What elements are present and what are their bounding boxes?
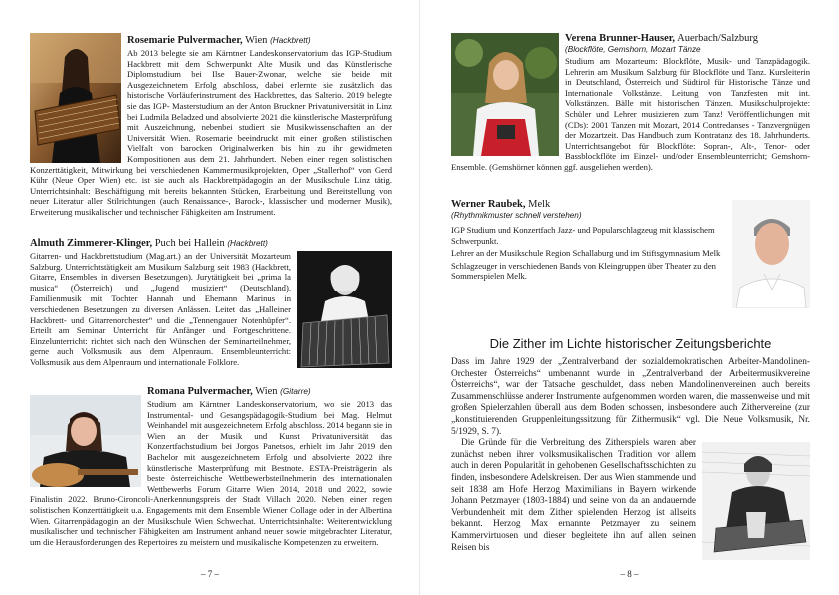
bio-rosemarie <box>30 34 392 218</box>
bio-almuth-place: Puch bei Hallein <box>152 238 228 249</box>
page-number-left: – 7 – <box>201 569 219 579</box>
bio-romana-text: Studium am Kärntner Landeskonservatorium, wo sie 2013 das Instrumental- und Gesangspädagogik-Studium bei Mag. Helmut Weinhandel mit ausgezeichnetem Erfolg abschloss. 2014 begann sie in Wien an der Musik und Kunst Privatuniversität das Konzertfachstudium bei Jorgos Panetsos, erhielt im Jahr 2019 den Bachelor mit ausgezeichnetem Erfolg und absolvierte 2022 ihre künstlerische Masterprüfung mit Bestnote. ESTA-Preisträgerin als beste österreichische Wettbewerbsteilnehmerin des internationalen Wettbewerbs Forum Gitarre Wien 2014, 2018 und 2022, sowie Finalistin 2022. Bruno-Cironcoli-Anerkennungspreis der Stadt Villach 2020. Neben einer regen solistischen Konzerttätigkeit u.a. Engagements mit dem Ensemble Wiener Collage oder in der Albertina Wien. Gitarrenpädagogin an der Musikschule Wien Schwechat. Unterrichtsinhalte: Weiterentwicklung musikalischer und technischer Fähigkeiten am Instrument anhand neuer sowie mitgebrachter Literatur, um die Herausforderungen des Repertoires zu meistern und musikalische Kompetenzen zu erweitern. <box>30 399 392 547</box>
bio-verena-place: Auerbach/Salzburg <box>675 33 758 44</box>
photo-almuth <box>297 251 392 368</box>
bio-werner-instrument: (Rhythmikmuster schnell verstehen) <box>451 211 582 220</box>
article-paragraph-2: Die Gründe für die Verbreitung des Zitherspiels waren aber zunächst neben ihrer volksmusikalischen Tradition vor allem auch in deren Popularität in gehobenen Gesellschaftsschichten zu finden, insbesondere Adelskreisen. Der aus Wien stammende und seit 1838 am Hofe Herzog Maximilians in Bayern wirkende Johann Petzmayer (1803-1884) und seine von da an andauernde Verbundenheit mit dem Zither spielenden Herzog ist allseits bekannt. Herzog Max ernannte Petzmayer zu seinem Kammervirtuosen und dieser begleitete ihn auf allen seinen Reisen bis <box>451 438 696 553</box>
bio-verena-text: Studium am Mozarteum: Blockflöte, Musik- und Tanzpädagogik. Lehrerin am Musikum Salzburg für Blockflöte und Tanz. Kursleiterin in Deutschland, Österreich und Südtirol für Historische Tänze und Internationale Volkstänze. Leitung von Tanzfesten mit int. Volkstänzen. Bälle mit historischen Tänzen. Musikschulprojekte: Schüler und Lehrer musizieren zum Tanz! Veröffentlichungen mit (CDs): 2001 Tanzen mit Mozart, 2014 Contredanses - Tanzvergnügen der Mozartzeit. Das Handbuch zum Kontratanz des 18. Jahrhunderts. Unterrichtsangebot für Blockflöte: Sopran-, Alt-, Tenor- oder Bassblockflöte im Einzel- und/oder Ensembleunterricht; Gemshorn-Ensemble. (Gemshörner können ggf. ausgeliehen werden). <box>451 56 810 172</box>
page-number-right: – 8 – <box>620 569 639 579</box>
photo-verena <box>451 33 559 156</box>
bio-verena <box>451 32 810 173</box>
bio-almuth-text: Gitarren- und Hackbrettstudium (Mag.art.) an der Universität Mozarteum Salzburg. Unterrichtstätigkeit am Musikum Salzburg seit 1983 (Hackbrett, Gitarre, Ensembles in diversen Besetzungen). Jurytätigkeit bei „prima la musica“ (Österreich) und „Jugend musiziert“ (Deutschland). Familienmusik mit Tochter Hannah und Ehemann Marinus in verschiedenen Besetzungen zu diversen Anlässen. Leitet das „Halleiner Hackbrett- und Gitarrenorchester“ und die „Tennengauer Notenhüpfer“. Erteilt am Seminar Unterricht für Anfänger und Fortgeschrittene. Einzelunterricht: richtet sich nach den Wünschen der Seminarteilnehmer, gerne auch Volksmusik aus dem Alpenraum. Ensembleunterricht: Volksmusik aus dem Alpenraum und internationale Folklore. <box>30 251 291 367</box>
photo-romana <box>30 395 141 487</box>
bio-rosemarie-text: Ab 2013 belegte sie am Kärntner Landeskonservatorium das IGP-Studium Hackbrett mit dem Schwerpunkt Alte Musik und das Künstlerische Diplomstudium bei Ilse Bauer-Zwonar, welche sie beide mit Ausgezeichnetem Erfolg abschloss, dabei erlernte sie zusätzlich das historische Vorläuferinstrument des Hackbrettes, das Salterio. 2019 belegte sie das IGP- Masterstudium an der Anton Bruckner Privatuniversität in Linz bei Ludmila Beladzed und absolvierte 2021 die künstlerische Masterprüfung mit Auszeichnung, nebenbei studiert sie Musikwissenschaften an der Universität Wien. Rosemarie beeindruckt mit einer großen stilistischen Vielfalt von barocken Originalwerken bis hin zu ihr gewidmeten Kompositionen aus dem 21. Jahrhundert. Neben einer regen solistischen Konzerttätigkeit, Mitwirkung bei verschiedenen Kammermusikprojekten, Oper „Stallerhof“ von Gerd Kühr (Neue Oper Wien) etc. ist sie auch als Hackbrettpädagogin an der Musikschule Linz tätig. Unterrichtsinhalt: Beschäftigung mit bereits bekannten Stücken, Erarbeitung und Bereitstellung von neuer Literatur aller Stilrichtungen (auch Renaissance-, Barock-, klassischer und moderner Musik), Erweiterung musikalischer und technischer Fähigkeiten am Instrument. <box>30 48 392 217</box>
article-paragraph-1: Dass im Jahre 1929 der „Zentralverband der sozialdemokratischen Arbeiter-Mandolinen-Orchester Österreichs“ umbenannt wurde in „Zentralverband der Arbeitermusikvereine Österreichs“, war der Tatsache geschuldet, dass neben Mandolinenvereinen auch bereits Zusammenschlüsse anderer Instrumente aufgenommen worden waren, die massenweise und mit großen Spielerzahlen überall aus dem Boden schossen, insbesondere auch Zithervereine (zur „konstituierenden Gruppenleitungssitzung für Zithermusik“ vgl. Die Neue Volksmusik, Nr. 5/1929, S. 7). <box>451 357 810 437</box>
bio-werner-p3: Schlagzeuger in verschiedenen Bands von Kleingruppen über Theater zu den Sommerspielen Melk. <box>451 260 716 282</box>
bio-romana-instrument: (Gitarre) <box>280 387 311 396</box>
bio-almuth-heading <box>30 237 392 250</box>
bio-rosemarie-instrument: (Hackbrett) <box>270 36 311 45</box>
photo-portrait-engraving <box>702 442 810 560</box>
bio-romana-name: Romana Pulvermacher, <box>147 386 253 397</box>
bio-werner-p2: Lehrer an der Musikschule Region Schallaburg und im Stiftsgymnasium Melk <box>451 248 721 259</box>
right-page <box>420 0 839 595</box>
bio-werner-place: Melk <box>525 199 551 210</box>
bio-verena-instrument: (Blockflöte, Gemshorn, Mozart Tänze <box>565 45 701 54</box>
bio-almuth-instrument: (Hackbrett) <box>227 239 268 248</box>
bio-almuth-name: Almuth Zimmerer-Klinger, <box>30 238 153 249</box>
bio-verena-name: Verena Brunner-Hauser, <box>565 33 676 44</box>
section-title: Die Zither im Lichte historischer Zeitungsberichte <box>489 336 772 351</box>
bio-almuth <box>30 237 392 368</box>
bio-romana <box>30 385 392 547</box>
article <box>451 357 810 560</box>
bio-rosemarie-name: Rosemarie Pulvermacher, <box>127 35 243 46</box>
bio-werner-p1: IGP Studium und Konzertfach Jazz- und Popularschlagzeug mit klassischem Schwerpunkt. <box>451 225 715 246</box>
photo-rosemarie <box>30 33 121 163</box>
bio-romana-place: Wien <box>252 386 281 397</box>
photo-werner <box>732 200 810 308</box>
bio-werner <box>451 198 810 308</box>
bio-werner-name: Werner Raubek, <box>451 199 526 210</box>
bio-rosemarie-place: Wien <box>242 35 271 46</box>
